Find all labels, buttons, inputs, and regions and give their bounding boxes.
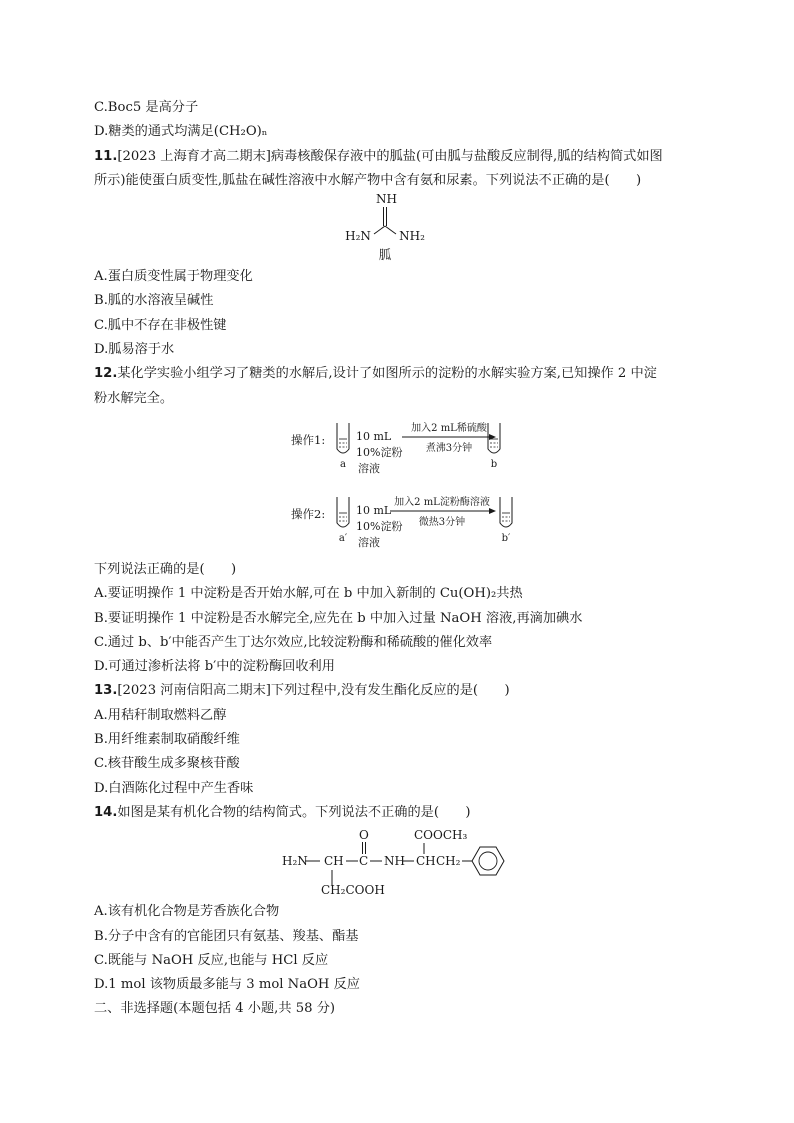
- op1-label: 操作1:: [291, 432, 326, 447]
- q11-option-b: B.胍的水溶液呈碱性: [94, 293, 214, 309]
- op1-concentration: 10%淀粉: [356, 445, 403, 459]
- op2-volume: 10 mL: [356, 503, 392, 517]
- q13-option-d: D.白酒陈化过程中产生香味: [94, 780, 254, 796]
- guanidine-h2n-label: H₂N: [345, 229, 371, 244]
- q13-number: 13.: [94, 683, 118, 699]
- q11-stem-line2: 所示)能使蛋白质变性,胍盐在碱性溶液中水解产物中含有氨和尿素。下列说法不正确的是( ): [94, 172, 642, 188]
- q12-number: 12.: [94, 366, 118, 382]
- struct-ch2: CH₂: [436, 854, 461, 869]
- op1-arrow-bottom-text: 煮沸3分钟: [425, 442, 473, 454]
- q12-question: 下列说法正确的是( ): [94, 561, 237, 577]
- op2-solution: 溶液: [358, 535, 380, 549]
- op2-label: 操作2:: [291, 506, 326, 521]
- q13-stem: [94, 679, 704, 703]
- page-content: [94, 96, 704, 1022]
- q12-option-d: D.可通过渗析法将 b′中的淀粉酶回收利用: [94, 659, 335, 675]
- guanidine-caption: 胍: [378, 247, 392, 263]
- q13-option-b: B.用纤维素制取硝酸纤维: [94, 732, 240, 748]
- starch-hydrolysis-diagram: [94, 411, 704, 558]
- op2-arrow-head: [489, 508, 496, 514]
- struct-nh: NH: [384, 854, 405, 869]
- op2-arrow-top-text: 加入2 mL淀粉酶溶液: [394, 496, 490, 508]
- q14-option-b: B.分子中含有的官能团只有氨基、羧基、酯基: [94, 928, 359, 944]
- guanidine-structure: [94, 193, 704, 265]
- guanidine-nh-label: NH: [376, 193, 397, 207]
- tube-a-prime-label: a′: [338, 532, 348, 544]
- struct-ch2cooh: CH₂COOH: [321, 883, 385, 898]
- q12-option-a: A.要证明操作 1 中淀粉是否开始水解,可在 b 中加入新制的 Cu(OH)₂共热: [94, 586, 523, 602]
- q11-stem-line1: [94, 145, 704, 169]
- q12-stem-line1: [94, 362, 704, 386]
- q14-option-a: A.该有机化合物是芳香族化合物: [94, 904, 280, 920]
- op1-volume: 10 mL: [356, 429, 392, 443]
- q12-option-c: C.通过 b、b′中能否产生丁达尔效应,比较淀粉酶和稀硫酸的催化效率: [94, 634, 493, 650]
- q13-stem-text: [2023 河南信阳高二期末]下列过程中,没有发生酯化反应的是( ): [117, 683, 510, 699]
- tube-b-label: b: [490, 458, 498, 470]
- q14-stem: [94, 801, 704, 825]
- q11-option-c: C.胍中不存在非极性键: [94, 317, 227, 333]
- dipeptide-svg: [94, 825, 704, 900]
- q10-option-d: D.糖类的通式均满足(CH₂O)ₙ: [94, 124, 268, 140]
- q11-number: 11.: [94, 148, 118, 164]
- q13-option-c: C.核苷酸生成多聚核苷酸: [94, 756, 240, 772]
- section-2-heading: 二、非选择题(本题包括 4 小题,共 58 分): [94, 1001, 336, 1017]
- q10-option-c: C.Boc5 是高分子: [94, 100, 199, 115]
- q12-stem-text1: 某化学实验小组学习了糖类的水解后,设计了如图所示的淀粉的水解实验方案,已知操作 2 中淀: [117, 366, 657, 382]
- guanidine-svg: [94, 193, 704, 265]
- q11-option-d: D.胍易溶于水: [94, 342, 175, 358]
- struct-carbonyl-o: O: [359, 828, 369, 843]
- q14-option-c: C.既能与 NaOH 反应,也能与 HCl 反应: [94, 952, 329, 968]
- benzene-ring-icon: [472, 847, 504, 875]
- q14-stem-text: 如图是某有机化合物的结构简式。下列说法不正确的是( ): [117, 804, 471, 820]
- struct-carbonyl-c: C: [359, 854, 369, 869]
- test-tube-b-prime: [500, 497, 512, 527]
- struct-cooch3: COOCH₃: [414, 828, 468, 843]
- hydrolysis-svg: [94, 411, 704, 558]
- struct-h2n: H₂N: [282, 854, 308, 869]
- tube-a-label: a: [340, 458, 346, 470]
- struct-ch-1: CH: [324, 854, 344, 869]
- test-tube-a-prime: [337, 497, 349, 527]
- q11-stem-text1: [2023 上海育才高二期末]病毒核酸保存液中的胍盐(可由胍与盐酸反应制得,胍的结构简式如图: [117, 148, 663, 164]
- dipeptide-structure: [94, 825, 704, 900]
- q12-stem-line2: 粉水解完全。: [94, 390, 174, 406]
- op2-arrow-bottom-text: 微热3分钟: [418, 516, 466, 528]
- q12-option-b: B.要证明操作 1 中淀粉是否水解完全,应先在 b 中加入过量 NaOH 溶液,再滴加碘水: [94, 610, 583, 626]
- op1-solution: 溶液: [358, 461, 380, 475]
- q14-number: 14.: [94, 804, 118, 820]
- q13-option-a: A.用秸秆制取燃料乙醇: [94, 707, 227, 723]
- test-tube-a: [337, 423, 349, 453]
- q11-option-a: A.蛋白质变性属于物理变化: [94, 269, 253, 285]
- op2-concentration: 10%淀粉: [356, 519, 403, 533]
- tube-b-prime-label: b′: [501, 532, 511, 544]
- q14-option-d: D.1 mol 该物质最多能与 3 mol NaOH 反应: [94, 977, 360, 993]
- struct-ch-2: CH: [416, 854, 436, 869]
- op1-arrow-top-text: 加入2 mL稀硫酸: [411, 422, 487, 434]
- guanidine-nh2-label: NH₂: [399, 229, 425, 244]
